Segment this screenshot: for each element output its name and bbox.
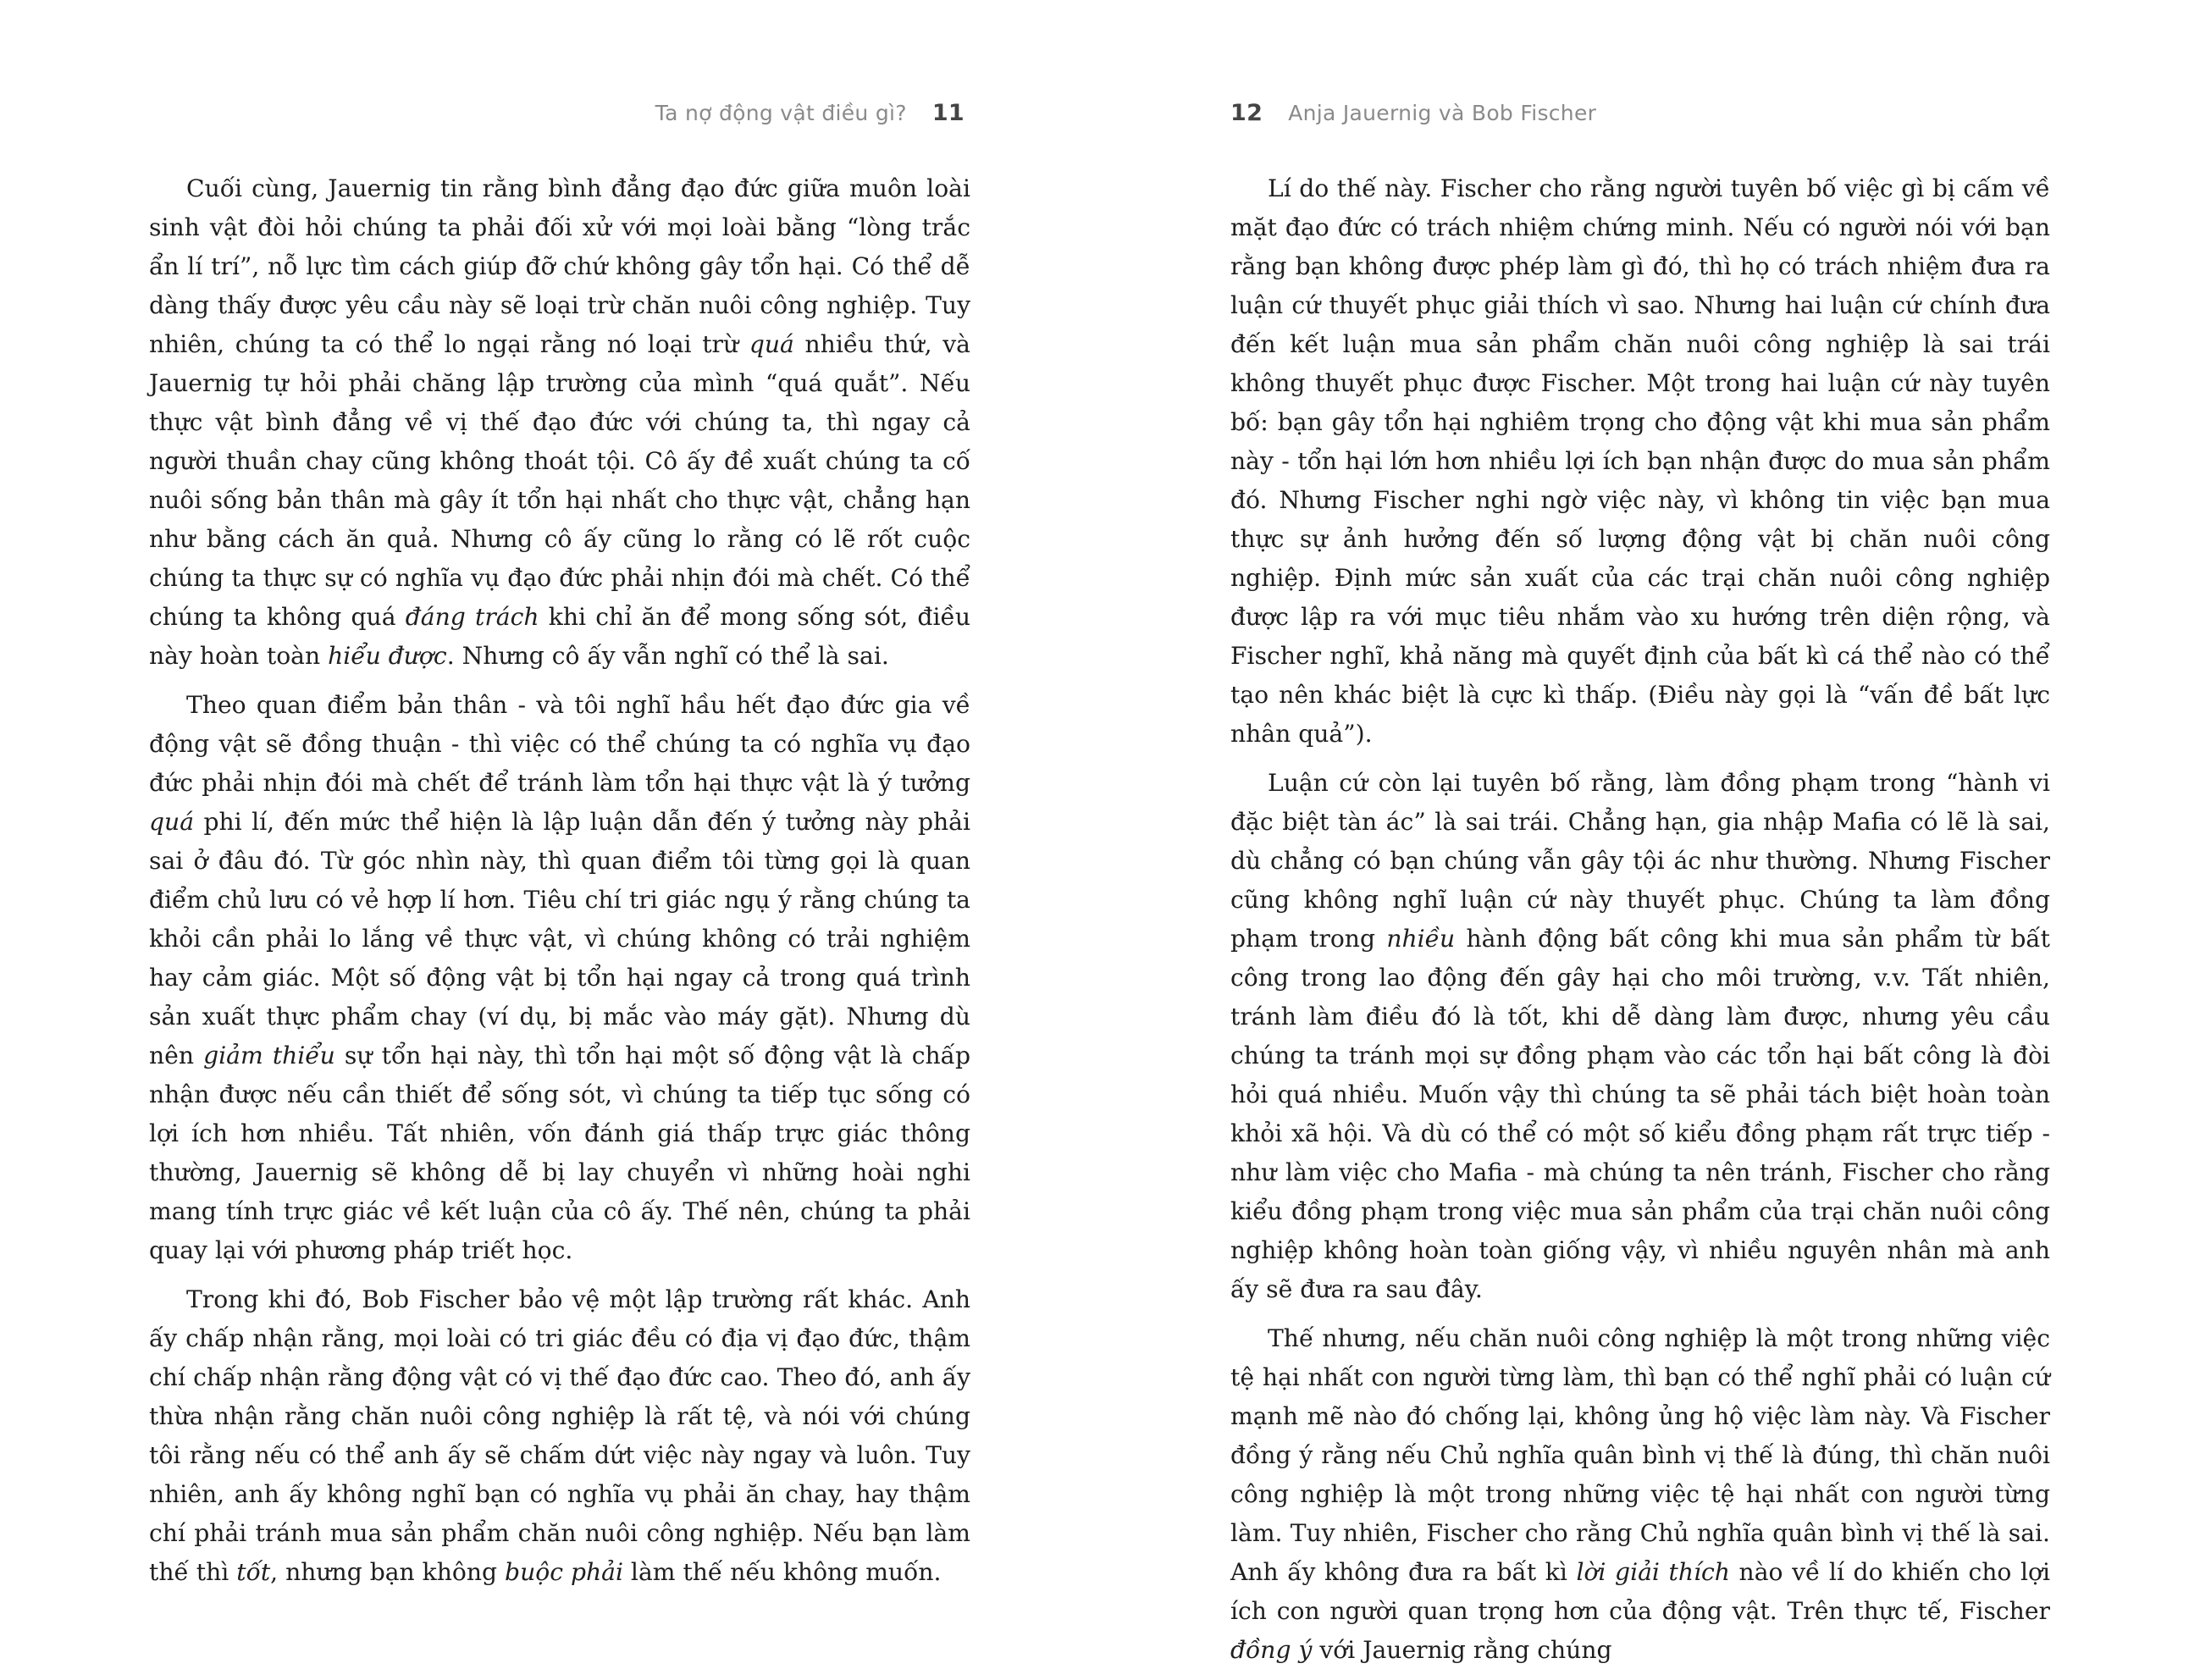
italic-text: đáng trách (405, 603, 539, 631)
text-run: Thế nhưng, nếu chăn nuôi công nghiệp là một trong những việc tệ hại nhất con người từng làm, thì bạn có thể nghĩ phải có luận cứ mạnh mẽ nào đó chống lại, không ủng hộ việc làm này. Và Fischer đồng ý rằng nếu Chủ nghĩa quân bình vị thế là đúng, thì chăn nuôi công nghiệp là một trong những việc tệ hại nhất con người từng làm. Tuy nhiên, Fischer cho rằng Chủ nghĩa quân bình vị thế là sai. Anh ấy không đưa ra bất kì (1230, 1324, 2050, 1586)
left-page (0, 0, 1105, 1628)
running-title: Ta nợ động vật điều gì? (655, 100, 907, 125)
italic-text: giảm thiểu (203, 1042, 335, 1069)
text-run: nào về lí do khiến cho lợi ích con người quan trọng hơn của động vật. Trên thực tế, Fischer (1230, 1558, 2050, 1625)
left-page-body (149, 169, 970, 1602)
paragraph (149, 686, 970, 1270)
text-run: với Jauernig rằng chúng (1312, 1636, 1612, 1664)
right-page (1106, 0, 2211, 1664)
paragraph (1230, 169, 2050, 754)
text-run: Cuối cùng, Jauernig tin rằng bình đẳng đạo đức giữa muôn loài sinh vật đòi hỏi chúng ta phải đối xử với mọi loài bằng “lòng trắc ẩn lí trí”, nỗ lực tìm cách giúp đỡ chứ không gây tổn hại. Có thể dễ dàng thấy được yêu cầu này sẽ loại trừ chăn nuôi công nghiệp. Tuy nhiên, chúng ta có thể lo ngại rằng nó loại trừ (149, 174, 970, 358)
italic-text: hiểu được (328, 642, 447, 670)
page-number: 11 (931, 99, 965, 126)
text-run: phi lí, đến mức thể hiện là lập luận dẫn đến ý tưởng này phải sai ở đâu đó. Từ góc nhìn này, thì quan điểm tôi từng gọi là quan điểm chủ lưu có vẻ hợp lí hơn. Tiêu chí tri giác ngụ ý rằng chúng ta khỏi cần phải lo lắng về thực vật, vì chúng không có trải nghiệm hay cảm giác. Một số động vật bị tổn hại ngay cả trong quá trình sản xuất thực phẩm chay (ví dụ, bị mắc vào máy gặt). Nhưng dù nên (149, 808, 970, 1069)
italic-text: nhiều (1386, 925, 1456, 953)
running-title: Anja Jauernig và Bob Fischer (1288, 100, 1597, 125)
text-run: nhiều thứ, và Jauernig tự hỏi phải chăng lập trường của mình “quá quắt”. Nếu thực vật bình đẳng về vị thế đạo đức với chúng ta, thì ngay cả người thuần chay cũng không thoát tội. Cô ấy đề xuất chúng ta cố nuôi sống bản thân mà gây ít tổn hại nhất cho thực vật, chẳng hạn như bằng cách ăn quả. Nhưng cô ấy cũng lo rằng có lẽ rốt cuộc chúng ta thực sự có nghĩa vụ đạo đức phải nhịn đói mà chết. Có thể chúng ta không quá (149, 330, 970, 631)
right-page-body (1230, 169, 2050, 1680)
italic-text: đồng ý (1230, 1636, 1313, 1664)
italic-text: tốt (236, 1558, 271, 1586)
italic-text: quá (149, 808, 195, 836)
text-run: khi chỉ ăn để mong sống sót, điều này hoàn toàn (149, 603, 970, 670)
italic-text: quá (749, 330, 794, 358)
left-page-header (655, 96, 965, 130)
text-run: Trong khi đó, Bob Fischer bảo vệ một lập trường rất khác. Anh ấy chấp nhận rằng, mọi loài có tri giác đều có địa vị đạo đức, thậm chí chấp nhận rằng động vật có vị thế đạo đức cao. Theo đó, anh ấy thừa nhận rằng chăn nuôi công nghiệp là rất tệ, và nói với chúng tôi rằng nếu có thể anh ấy sẽ chấm dứt việc này ngay và luôn. Tuy nhiên, anh ấy không nghĩ bạn có nghĩa vụ phải ăn chay, hay thậm chí phải tránh mua sản phẩm chăn nuôi công nghiệp. Nếu bạn làm thế thì (149, 1285, 970, 1586)
page-number: 12 (1230, 99, 1263, 126)
paragraph (1230, 764, 2050, 1309)
italic-text: buộc phải (505, 1558, 623, 1586)
right-page-header (1230, 96, 1596, 130)
italic-text: lời giải thích (1576, 1558, 1730, 1586)
paragraph (1230, 1319, 2050, 1670)
paragraph (149, 1280, 970, 1592)
text-run: làm thế nếu không muốn. (622, 1558, 942, 1586)
text-run: . Nhưng cô ấy vẫn nghĩ có thể là sai. (446, 642, 889, 670)
text-run: Theo quan điểm bản thân - và tôi nghĩ hầu hết đạo đức gia về động vật sẽ đồng thuận - thì việc có thể chúng ta có nghĩa vụ đạo đức phải nhịn đói mà chết để tránh làm tổn hại thực vật là ý tưởng (149, 691, 970, 797)
text-run: hành động bất công khi mua sản phẩm từ bất công trong lao động đến gây hại cho môi trường, v.v. Tất nhiên, tránh làm điều đó là tốt, khi dễ dàng làm được, nhưng yêu cầu chúng ta tránh mọi sự đồng phạm vào các tổn hại bất công là đòi hỏi quá nhiều. Muốn vậy thì chúng ta sẽ phải tách biệt hoàn toàn khỏi xã hội. Và dù có thể có một số kiểu đồng phạm rất trực tiếp - như làm việc cho Mafia - mà chúng ta nên tránh, Fischer cho rằng kiểu đồng phạm trong việc mua sản phẩm của trại chăn nuôi công nghiệp không hoàn toàn giống vậy, vì nhiều nguyên nhân mà anh ấy sẽ đưa ra sau đây. (1230, 925, 2050, 1303)
text-run: , nhưng bạn không (270, 1558, 506, 1586)
text-run: Lí do thế này. Fischer cho rằng người tuyên bố việc gì bị cấm về mặt đạo đức có trách nhiệm chứng minh. Nếu có người nói với bạn rằng bạn không được phép làm gì đó, thì họ có trách nhiệm đưa ra luận cứ thuyết phục giải thích vì sao. Nhưng hai luận cứ chính đưa đến kết luận mua sản phẩm chăn nuôi công nghiệp là sai trái không thuyết phục được Fischer. Một trong hai luận cứ này tuyên bố: bạn gây tổn hại nghiêm trọng cho động vật khi mua sản phẩm này - tổn hại lớn hơn nhiều lợi ích bạn nhận được do mua sản phẩm đó. Nhưng Fischer nghi ngờ việc này, vì không tin việc bạn mua thực sự ảnh hưởng đến số lượng động vật bị chăn nuôi công nghiệp. Định mức sản xuất của các trại chăn nuôi công nghiệp được lập ra với mục tiêu nhắm vào xu hướng trên diện rộng, và Fischer nghĩ, khả năng mà quyết định của bất kì cá thể nào có thể tạo nên khác biệt là cực kì thấp. (Điều này gọi là “vấn đề bất lực nhân quả”). (1230, 174, 2050, 748)
paragraph (149, 169, 970, 676)
text-run: sự tổn hại này, thì tổn hại một số động vật là chấp nhận được nếu cần thiết để sống sót, vì chúng ta tiếp tục sống có lợi ích hơn nhiều. Tất nhiên, vốn đánh giá thấp trực giác thông thường, Jauernig sẽ không dễ bị lay chuyển vì những hoài nghi mang tính trực giác về kết luận của cô ấy. Thế nên, chúng ta phải quay lại với phương pháp triết học. (149, 1042, 970, 1264)
text-run: Luận cứ còn lại tuyên bố rằng, làm đồng phạm trong “hành vi đặc biệt tàn ác” là sai trái. Chẳng hạn, gia nhập Mafia có lẽ là sai, dù chẳng có bạn chúng vẫn gây tội ác như thường. Nhưng Fischer cũng không nghĩ luận cứ này thuyết phục. Chúng ta làm đồng phạm trong (1230, 769, 2050, 953)
